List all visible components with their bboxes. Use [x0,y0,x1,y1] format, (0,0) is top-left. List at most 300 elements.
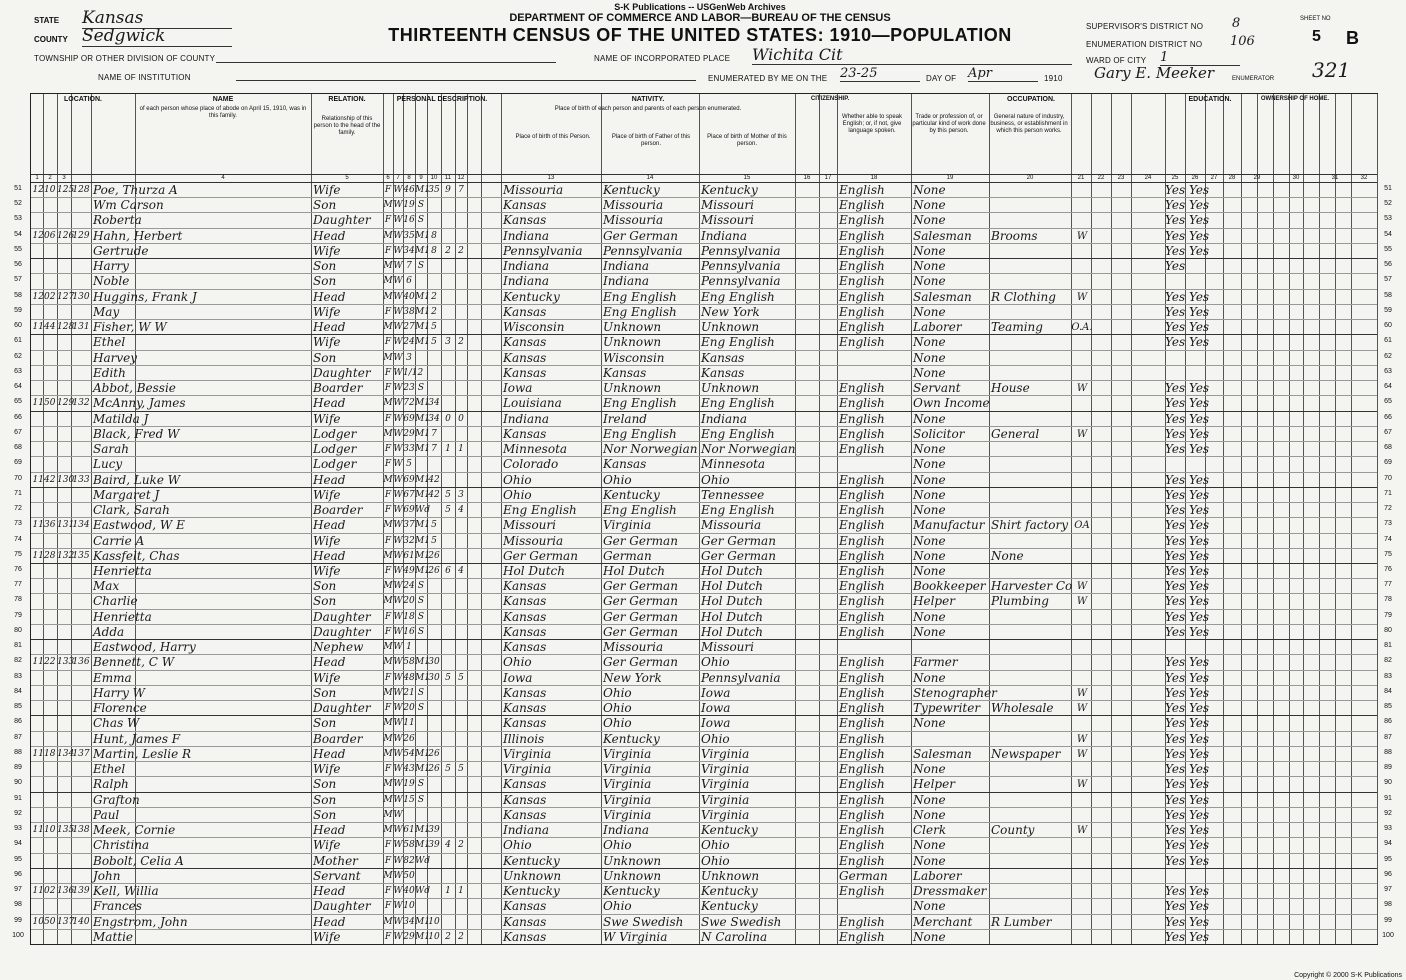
line-number: 98 [14,901,22,909]
birthplace-cell: Illinois [503,731,545,746]
street-cell: 1122 [32,657,56,668]
father-birthplace-cell: Pennsylvania [603,243,683,258]
line-number-right: 55 [1384,245,1392,253]
race-cell: W [393,245,403,256]
father-birthplace-cell: Virginia [603,518,652,533]
mother-birthplace-cell: Pennsylvania [701,259,781,274]
name-cell: Eastwood, Harry [93,640,196,655]
father-birthplace-cell: Ireland [603,411,647,426]
father-birthplace-cell: Ohio [603,716,632,731]
head-nativity: Place of birth of each person and parents of each person enumerated. [554,106,742,112]
name-cell: Poe, Thurza A [93,183,178,197]
name-cell: John [93,868,121,883]
education-cell: Yes Yes [1165,320,1210,335]
column-number: 6 [386,175,390,181]
occupation-cell: None [913,198,946,213]
age-cell: 20 [403,596,415,607]
race-cell: W [393,764,403,775]
marital-cell: S [417,215,425,226]
years-married-cell: 5 [431,337,437,348]
years-married-cell: 5 [431,322,437,333]
occupation-cell: Laborer [913,320,962,335]
line-number: 88 [14,748,22,756]
relation-cell: Daughter [313,365,371,380]
mother-birthplace-cell: Indiana [701,411,748,426]
head-birth-person: Place of birth of this Person. [515,134,591,140]
industry-cell: Harvester Co [991,579,1073,594]
relation-cell: Lodger [313,457,357,472]
race-cell: W [393,581,403,592]
street-cell: 1118 [32,748,56,759]
line-number-right: 58 [1384,291,1392,299]
line-number-right: 67 [1384,428,1392,436]
mother-birthplace-cell: Hol Dutch [701,579,763,594]
marital-cell: M1 [415,672,430,683]
education-cell: Yes Yes [1165,594,1210,609]
marital-cell: Wd [415,886,431,897]
age-cell: 33 [403,444,415,455]
line-number-right: 100 [1382,931,1394,939]
mother-birthplace-cell: Ohio [701,853,730,868]
mother-birthplace-cell: Eng English [701,396,775,411]
family-cell: 136 [72,657,90,668]
column-divider [1377,94,1378,944]
line-number: 61 [14,337,22,345]
mother-birthplace-cell: Ohio [701,731,730,746]
education-cell: Yes Yes [1165,929,1210,944]
line-number: 100 [12,931,24,939]
line-number-right: 95 [1384,855,1392,863]
name-cell: Florence [93,701,147,716]
language-cell: English [839,426,885,441]
line-number-right: 83 [1384,672,1392,680]
line-number-right: 60 [1384,322,1392,330]
occupation-cell: None [913,411,946,426]
father-birthplace-cell: Kansas [603,365,647,380]
race-cell: W [393,291,403,302]
marital-cell: M1 [415,748,430,759]
occupation-cell: Bookkeeper [913,579,986,594]
industry-cell: Plumbing [991,594,1049,609]
name-cell: Wm Carson [93,198,164,213]
years-married-cell: 5 [431,535,437,546]
line-number-right: 59 [1384,306,1392,314]
column-number: 3 [62,175,66,181]
relation-cell: Wife [313,243,341,258]
race-cell: W [393,809,403,820]
marital-cell: M1 [415,657,430,668]
line-number-right: 92 [1384,809,1392,817]
age-cell: 61 [403,825,415,836]
column-number: 1 [35,175,39,181]
children-living-cell: 2 [458,840,464,851]
name-cell: Mattie [93,929,134,944]
sex-cell: F [384,840,392,851]
line-number: 92 [14,809,22,817]
occupation-cell: None [913,487,946,502]
relation-cell: Head [313,884,346,899]
marital-cell: M1 [415,337,430,348]
column-number: 22 [1097,175,1105,181]
birthplace-cell: Colorado [503,457,559,472]
father-birthplace-cell: Missouria [603,640,664,655]
race-cell: W [393,672,403,683]
mother-birthplace-cell: Unknown [701,868,760,883]
birthplace-cell: Kansas [503,198,547,213]
education-cell: Yes Yes [1165,884,1210,899]
years-married-cell: 26 [428,764,440,775]
name-cell: Fisher, W W [93,320,167,335]
line-number-right: 63 [1384,367,1392,375]
occupation-cell: None [913,762,946,777]
column-divider [819,94,820,944]
mother-birthplace-cell: Minnesota [701,457,766,472]
language-cell: English [839,701,885,716]
family-cell: 131 [72,322,90,333]
name-cell: Bobolt, Celia A [93,853,184,868]
education-cell: Yes Yes [1165,243,1210,258]
line-number-right: 71 [1384,489,1392,497]
name-cell: Sarah [93,442,129,457]
mother-birthplace-cell: Ohio [701,655,730,670]
name-cell: Martin, Leslie R [93,746,192,761]
head-birth-father: Place of birth of Father of this person. [611,134,691,147]
family-cell: 138 [72,825,90,836]
column-number: 8 [407,175,411,181]
line-number-right: 51 [1384,185,1392,192]
birthplace-cell: Kansas [503,914,547,929]
relation-cell: Son [313,579,337,594]
birthplace-cell: Indiana [503,274,550,289]
age-cell: 82 [403,855,415,866]
years-married-cell: 2 [431,291,437,302]
column-number: 18 [870,175,878,181]
county-value: Sedgwick [82,26,232,47]
sex-cell: M [383,581,393,592]
mother-birthplace-cell: Missouri [701,640,754,655]
language-cell: English [839,304,885,319]
age-cell: 6 [406,276,412,287]
race-cell: W [393,459,403,470]
race-cell: W [393,901,403,912]
race-cell: W [393,779,403,790]
marital-cell: M1 [415,245,430,256]
name-cell: Matilda J [93,411,149,426]
language-cell: English [839,929,885,944]
race-cell: W [393,687,403,698]
education-cell: Yes Yes [1165,198,1210,213]
relation-cell: Son [313,198,337,213]
mother-birthplace-cell: Virginia [701,762,750,777]
children-living-cell: 7 [458,185,464,195]
line-number: 52 [14,200,22,208]
relation-cell: Daughter [313,213,371,228]
occupation-cell: None [913,304,946,319]
marital-cell: M1 [415,291,430,302]
relation-cell: Head [313,289,346,304]
name-cell: Harry [93,259,129,274]
mother-birthplace-cell: New York [701,304,760,319]
line-number-right: 99 [1384,916,1392,924]
marital-cell: M1 [415,322,430,333]
education-cell: Yes Yes [1165,701,1210,716]
street-cell: 1050 [32,916,56,927]
marital-cell: S [417,596,425,607]
line-number-right: 65 [1384,398,1392,406]
copyright: Copyright © 2000 S-K Publications [1294,972,1402,979]
education-cell: Yes Yes [1165,396,1210,411]
father-birthplace-cell: Virginia [603,762,652,777]
father-birthplace-cell: Kentucky [603,731,660,746]
line-number: 81 [14,642,22,650]
industry-cell: County [991,823,1035,838]
column-divider [501,94,502,944]
education-cell: Yes Yes [1165,335,1210,350]
children-born-cell: 5 [445,505,451,516]
sex-cell: M [383,687,393,698]
name-cell: May [93,304,120,319]
occupation-cell: None [913,792,946,807]
age-cell: 43 [403,764,415,775]
occupation-cell: Solicitor [913,426,965,441]
street-cell: 1142 [32,474,56,485]
marital-cell: M1 [415,931,430,942]
age-cell: 34 [403,245,415,256]
street-cell: 1128 [32,550,56,561]
name-cell: Carrie A [93,533,145,548]
industry-cell: General [991,426,1040,441]
industry-cell: None [991,548,1024,563]
relation-cell: Boarder [313,503,363,518]
occupation-cell: None [913,548,946,563]
age-cell: 38 [403,306,415,317]
relation-cell: Boarder [313,381,363,396]
education-cell: Yes Yes [1165,807,1210,822]
employer-cell: W [1076,581,1088,593]
line-number-right: 91 [1384,794,1392,802]
occupation-cell: None [913,472,946,487]
years-married-cell: 30 [428,657,440,668]
line-number: 64 [14,383,22,391]
age-cell: 19 [403,779,415,790]
birthplace-cell: Kansas [503,701,547,716]
father-birthplace-cell: Nor Norwegian [603,442,698,457]
sex-cell: F [384,626,392,637]
occupation-cell: Salesman [913,746,972,761]
birthplace-cell: Iowa [503,670,533,685]
age-cell: 26 [403,733,415,744]
sex-cell: M [383,200,393,211]
age-cell: 15 [403,794,415,805]
column-divider [455,94,456,944]
mother-birthplace-cell: Virginia [701,746,750,761]
occupation-cell: Salesman [913,228,972,243]
age-cell: 46 [403,185,415,195]
section-name: NAME [212,96,234,103]
line-number-right: 78 [1384,596,1392,604]
race-cell: W [393,718,403,729]
occupation-cell: None [913,838,946,853]
dwelling-cell: 125 [57,185,75,195]
age-cell: 18 [403,611,415,622]
marital-cell: S [417,200,425,211]
relation-cell: Daughter [313,701,371,716]
name-cell: Frances [93,899,142,914]
industry-cell: Newspaper [991,746,1061,761]
mother-birthplace-cell: Kentucky [701,884,758,899]
mother-birthplace-cell: Pennsylvania [701,274,781,289]
father-birthplace-cell: Indiana [603,259,650,274]
birthplace-cell: Minnesota [503,442,568,457]
marital-cell: M1 [415,520,430,531]
sex-cell: M [383,428,393,439]
industry-cell: Brooms [991,228,1038,243]
father-birthplace-cell: Ohio [603,685,632,700]
language-cell: English [839,411,885,426]
name-cell: McAnny, James [93,396,186,411]
industry-cell: Shirt factory [991,518,1069,533]
sex-cell: M [383,825,393,836]
father-birthplace-cell: Ohio [603,899,632,914]
line-number-right: 66 [1384,413,1392,421]
line-number: 74 [14,535,22,543]
line-number: 94 [14,840,22,848]
relation-cell: Son [313,594,337,609]
age-cell: 29 [403,428,415,439]
mother-birthplace-cell: Iowa [701,716,731,731]
mother-birthplace-cell: Kentucky [701,183,758,197]
township-label: TOWNSHIP OR OTHER DIVISION OF COUNTY [34,54,216,63]
occupation-cell: Helper [913,594,955,609]
race-cell: W [393,535,403,546]
line-number: 53 [14,215,22,223]
relation-cell: Wife [313,670,341,685]
mother-birthplace-cell: Pennsylvania [701,243,781,258]
marital-cell: M1 [415,398,430,409]
mother-birthplace-cell: Unknown [701,320,760,335]
employer-cell: W [1076,687,1088,699]
line-number: 73 [14,520,22,528]
street-cell: 1136 [32,520,56,531]
education-cell: Yes Yes [1165,228,1210,243]
mother-birthplace-cell: Ohio [701,838,730,853]
head-language: Whether able to speak English; or, if not, give language spoken. [841,114,903,134]
supervisor-value: 8 [1232,16,1241,31]
dwelling-cell: 135 [57,825,75,836]
street-cell: 1110 [32,825,56,836]
relation-cell: Head [313,472,346,487]
sex-cell: M [383,718,393,729]
column-number: 14 [646,175,654,181]
race-cell: W [393,444,403,455]
birthplace-cell: Kansas [503,685,547,700]
sex-cell: F [384,611,392,622]
sheet-letter: B [1346,28,1359,48]
language-cell: English [839,381,885,396]
line-number-right: 62 [1384,352,1392,360]
line-number-right: 76 [1384,566,1392,573]
line-number-right: 80 [1384,626,1392,634]
relation-cell: Son [313,777,337,792]
education-cell: Yes Yes [1165,624,1210,639]
occupation-cell: None [913,807,946,822]
children-living-cell: 3 [458,489,464,500]
occupation-cell: None [913,533,946,548]
education-cell: Yes Yes [1165,442,1210,457]
relation-cell: Wife [313,564,341,578]
mother-birthplace-cell: Hol Dutch [701,609,763,624]
column-divider [311,94,312,944]
relation-cell: Son [313,259,337,274]
years-married-cell: 8 [431,245,437,256]
sex-cell: M [383,916,393,927]
line-number: 65 [14,398,22,406]
column-number: 26 [1191,175,1199,181]
age-cell: 3 [406,352,412,363]
mother-birthplace-cell: Kentucky [701,899,758,914]
line-number: 80 [14,626,22,634]
age-cell: 20 [403,703,415,714]
race-cell: W [393,352,403,363]
children-living-cell: 5 [458,672,464,683]
relation-cell: Wife [313,838,341,853]
name-cell: Charlie [93,594,138,609]
family-cell: 130 [72,291,90,302]
children-living-cell: 4 [458,566,464,576]
children-living-cell: 5 [458,764,464,775]
sex-cell: M [383,261,393,272]
line-number-right: 82 [1384,657,1392,665]
name-cell: Abbot, Bessie [93,381,176,396]
father-birthplace-cell: Hol Dutch [603,564,665,578]
marital-cell: S [417,687,425,698]
race-cell: W [393,748,403,759]
relation-cell: Wife [313,183,341,197]
marital-cell: M1 [415,489,430,500]
column-number: 9 [419,175,423,181]
years-married-cell: 26 [428,550,440,561]
relation-cell: Head [313,655,346,670]
sex-cell: F [384,535,392,546]
column-divider [1289,94,1290,944]
birthplace-cell: Kansas [503,335,547,350]
relation-cell: Head [313,746,346,761]
name-cell: Paul [93,807,120,822]
father-birthplace-cell: Unknown [603,868,662,883]
column-divider [1223,94,1224,944]
family-cell: 135 [72,550,90,561]
incorporated-value: Wichita Cit [752,45,1072,65]
day-of-label: DAY OF [926,74,957,83]
employer-cell: W [1076,748,1088,760]
column-divider [467,94,468,944]
column-divider [1335,94,1336,944]
sex-cell: M [383,748,393,759]
race-cell: W [393,367,403,378]
column-divider [1351,94,1352,944]
age-cell: 1 [406,642,412,653]
father-birthplace-cell: Ger German [603,579,678,594]
father-birthplace-cell: Eng English [603,426,677,441]
sex-cell: F [384,931,392,942]
relation-cell: Son [313,792,337,807]
race-cell: W [393,870,403,881]
column-number: 12 [457,175,465,181]
line-number-right: 74 [1384,535,1392,543]
line-number: 95 [14,855,22,863]
line-number-right: 97 [1384,886,1392,894]
birthplace-cell: Kansas [503,792,547,807]
